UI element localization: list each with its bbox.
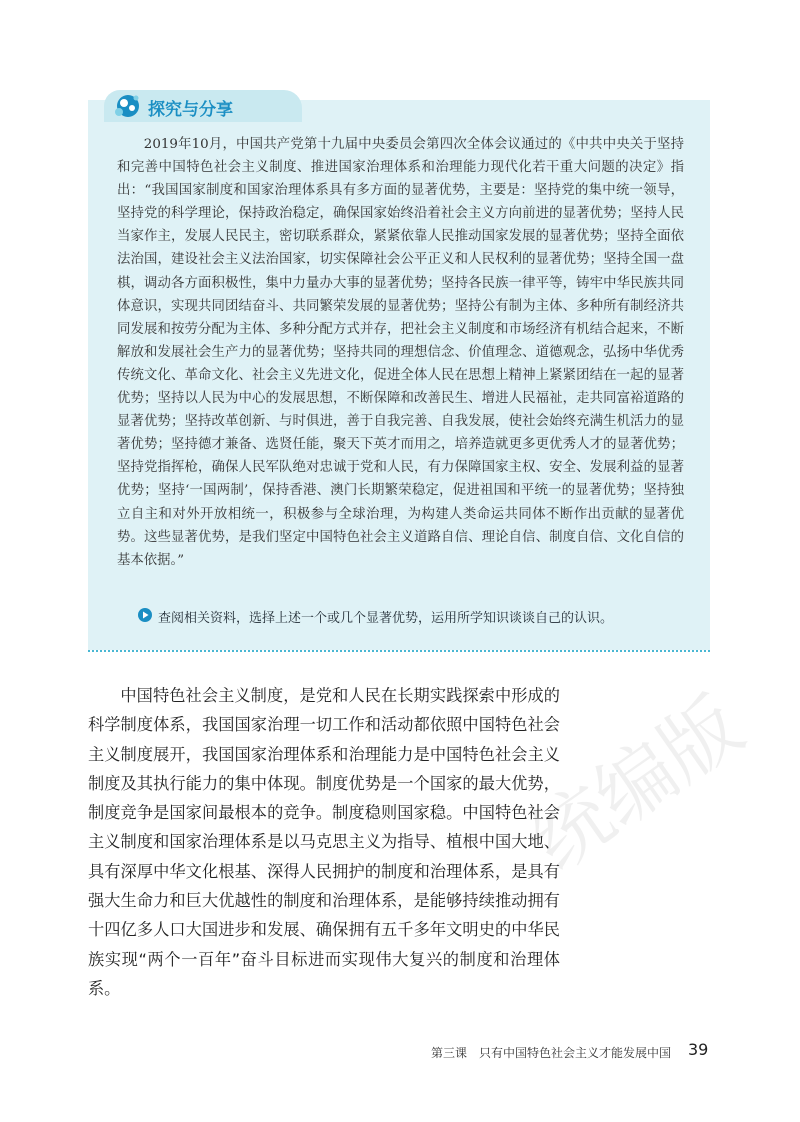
footer-lesson-title: 第三课 只有中国特色社会主义才能发展中国	[431, 1046, 672, 1060]
exploration-paragraph: 2019年10月，中国共产党第十九届中央委员会第四次全体会议通过的《中共中央关于坚持和完善中国特色社会主义制度、推进国家治理体系和治理能力现代化若干重大问题的决定》指出：“我国国家制度和国家治理体系具有多方面的显著优势，主要是：坚持党的集中统一领导，坚持党的科学理论，保持政治稳定，确保国家始终沿着社会主义方向前进的显著优势；坚持人民当家作主，发展人民民主，密切联系群众，紧紧依靠人民推动国家发展的显著优势；坚持全面依法治国，建设社会主义法治国家，切实保障社会公平正义和人民权利的显著优势；坚持全国一盘棋，调动各方面积极性，集中力量办大事的显著优势；坚持各民族一律平等，铸牢中华民族共同体意识，实现共同团结奋斗、共同繁荣发展的显著优势；坚持公有制为主体、多种所有制经济共同发展和按劳分配为主体、多种分配方式并存，把社会主义制度和市场经济有机结合起来，不断解放和发展社会生产力的显著优势；坚持共同的理想信念、价值理念、道德观念，弘扬中华优秀传统文化、革命文化、社会主义先进文化，促进全体人民在思想上精神上紧紧团结在一起的显著优势；坚持以人民为中心的发展思想，不断保障和改善民生、增进人民福祉，走共同富裕道路的显著优势；坚持改革创新、与时俱进，善于自我完善、自我发展，使社会始终充满生机活力的显著优势；坚持德才兼备、选贤任能，聚天下英才而用之，培养造就更多更优秀人才的显著优势；坚持党指挥枪，确保人民军队绝对忠诚于党和人民，有力保障国家主权、安全、发展利益的显著优势；坚持‘一国两制’，保持香港、澳门长期繁荣稳定，促进祖国和平统一的显著优势；坚持独立自主和对外开放相统一，积极参与全球治理，为构建人类命运共同体不断作出贡献的显著优势。这些显著优势，是我们坚定中国特色社会主义道路自信、理论自信、制度自信、文化自信的基本依据。”	[117, 137, 684, 568]
main-paragraph: 中国特色社会主义制度，是党和人民在长期实践探索中形成的科学制度体系，我国国家治理一切工作和活动都依照中国特色社会主义制度展开，我国国家治理体系和治理能力是中国特色社会主义制度及其执行能力的集中体现。制度优势是一个国家的最大优势，制度竞争是国家间最根本的竞争。制度稳则国家稳。中国特色社会主义制度和国家治理体系是以马克思主义为指导、植根中国大地、具有深厚中华文化根基、深得人民拥护的制度和治理体系，是具有强大生命力和巨大优越性的制度和治理体系，是能够持续推动拥有十四亿多人口大国进步和发展、确保拥有五千多年文明史的中华民族实现“两个一百年”奋斗目标进而实现伟大复兴的制度和治理体系。	[88, 686, 560, 998]
dotted-divider	[88, 650, 710, 652]
main-text	[88, 681, 560, 1003]
exploration-share-icon	[112, 92, 142, 120]
task-prompt: 查阅相关资料，选择上述一个或几个显著优势，运用所学知识谈谈自己的认识。	[158, 611, 614, 626]
exploration-text	[117, 133, 684, 572]
triangle-arrow-icon	[138, 608, 152, 622]
watermark: 统编版	[515, 680, 759, 889]
page-number: 39	[688, 1040, 709, 1059]
section-title: 探究与分享	[148, 100, 233, 120]
